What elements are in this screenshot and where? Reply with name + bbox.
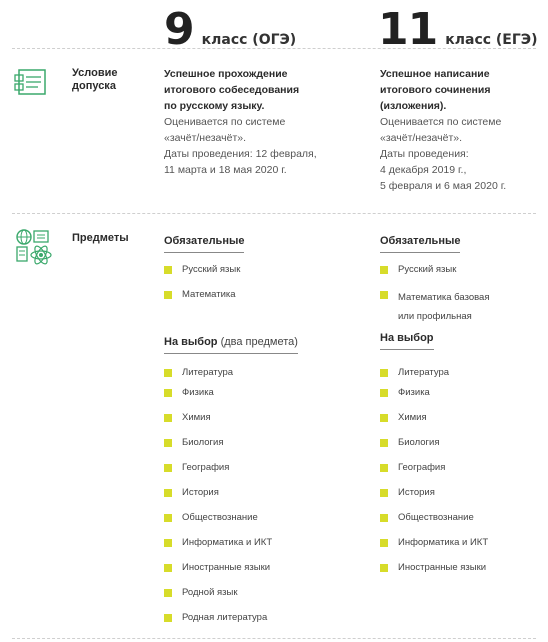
list-item: Биология bbox=[380, 436, 548, 449]
grade-9-number: 9 bbox=[164, 4, 194, 55]
list-item: Русский язык bbox=[164, 263, 334, 276]
grade-11-number: 11 bbox=[378, 4, 438, 55]
list-item: География bbox=[380, 461, 548, 474]
list-item: Родной язык bbox=[164, 586, 334, 599]
list-item: Литература bbox=[164, 366, 334, 379]
list-item: История bbox=[380, 486, 548, 499]
subjects-label: Предметы bbox=[72, 232, 129, 244]
bullet-square-icon bbox=[164, 564, 172, 572]
bullet-square-icon bbox=[164, 489, 172, 497]
elective-list-9 bbox=[164, 366, 334, 624]
list-item: Математика базовая или профильная bbox=[380, 288, 548, 326]
bullet-square-icon bbox=[380, 439, 388, 447]
bullet-square-icon bbox=[164, 589, 172, 597]
bullet-square-icon bbox=[164, 369, 172, 377]
list-item: Иностранные языки bbox=[380, 561, 548, 574]
list-item: Химия bbox=[164, 411, 334, 424]
bullet-square-icon bbox=[380, 369, 388, 377]
form-icon bbox=[14, 67, 48, 102]
elective-grade-9 bbox=[164, 332, 334, 624]
bullet-square-icon bbox=[380, 414, 388, 422]
list-item: Химия bbox=[380, 411, 548, 424]
bullet-square-icon bbox=[164, 389, 172, 397]
mandatory-list-9 bbox=[164, 263, 334, 301]
list-item: Биология bbox=[164, 436, 334, 449]
mandatory-title-9: Обязательные bbox=[164, 235, 244, 253]
bullet-square-icon bbox=[380, 266, 388, 274]
list-item: Литература bbox=[380, 366, 548, 379]
bullet-square-icon bbox=[164, 514, 172, 522]
list-item: География bbox=[164, 461, 334, 474]
list-item: Обществознание bbox=[164, 511, 334, 524]
list-item: Иностранные языки bbox=[164, 561, 334, 574]
list-item: История bbox=[164, 486, 334, 499]
list-item: Математика bbox=[164, 288, 334, 301]
list-item: Физика bbox=[380, 386, 548, 399]
bullet-square-icon bbox=[164, 614, 172, 622]
bullet-square-icon bbox=[164, 464, 172, 472]
subjects-grade-11 bbox=[380, 231, 548, 326]
bullet-square-icon bbox=[164, 266, 172, 274]
bullet-square-icon bbox=[380, 564, 388, 572]
divider-bottom bbox=[12, 638, 536, 639]
mandatory-list-11 bbox=[380, 263, 548, 326]
bullet-square-icon bbox=[380, 291, 388, 299]
list-item: Информатика и ИКТ bbox=[380, 536, 548, 549]
grade-11-label: класс (ЕГЭ) bbox=[445, 32, 538, 48]
list-item: Информатика и ИКТ bbox=[164, 536, 334, 549]
bullet-square-icon bbox=[380, 489, 388, 497]
bullet-square-icon bbox=[164, 291, 172, 299]
elective-list-11 bbox=[380, 366, 548, 574]
divider-top bbox=[12, 48, 536, 49]
divider-middle bbox=[12, 213, 536, 214]
elective-title-11: На выбор bbox=[380, 332, 434, 350]
bullet-square-icon bbox=[164, 414, 172, 422]
list-item: Обществознание bbox=[380, 511, 548, 524]
admission-grade-11: Успешное написание итогового сочинения (изложения). Оценивается по системе «зачёт/незачёт». Даты проведения: 4 декабря 2019 г., 5 февраля и 6 мая 2020 г. bbox=[380, 68, 507, 192]
bullet-square-icon bbox=[164, 539, 172, 547]
list-item: Родная литература bbox=[164, 611, 334, 624]
mandatory-title-11: Обязательные bbox=[380, 235, 460, 253]
elective-grade-11 bbox=[380, 328, 548, 574]
subjects-grade-9 bbox=[164, 231, 334, 301]
list-item: Физика bbox=[164, 386, 334, 399]
grade-9-label: класс (ОГЭ) bbox=[201, 32, 297, 48]
bullet-square-icon bbox=[380, 514, 388, 522]
bullet-square-icon bbox=[164, 439, 172, 447]
list-item: Русский язык bbox=[380, 263, 548, 276]
admission-grade-9: Успешное прохождение итогового собеседования по русскому языку. Оценивается по системе «зачёт/незачёт». Даты проведения: 12 февраля, 11 марта и 18 мая 2020 г. bbox=[164, 68, 317, 176]
admission-label: Условие допуска bbox=[72, 67, 118, 92]
bullet-square-icon bbox=[380, 389, 388, 397]
elective-title-9: На выбор (два предмета) bbox=[164, 336, 298, 354]
science-icon bbox=[14, 228, 54, 273]
bullet-square-icon bbox=[380, 464, 388, 472]
bullet-square-icon bbox=[380, 539, 388, 547]
